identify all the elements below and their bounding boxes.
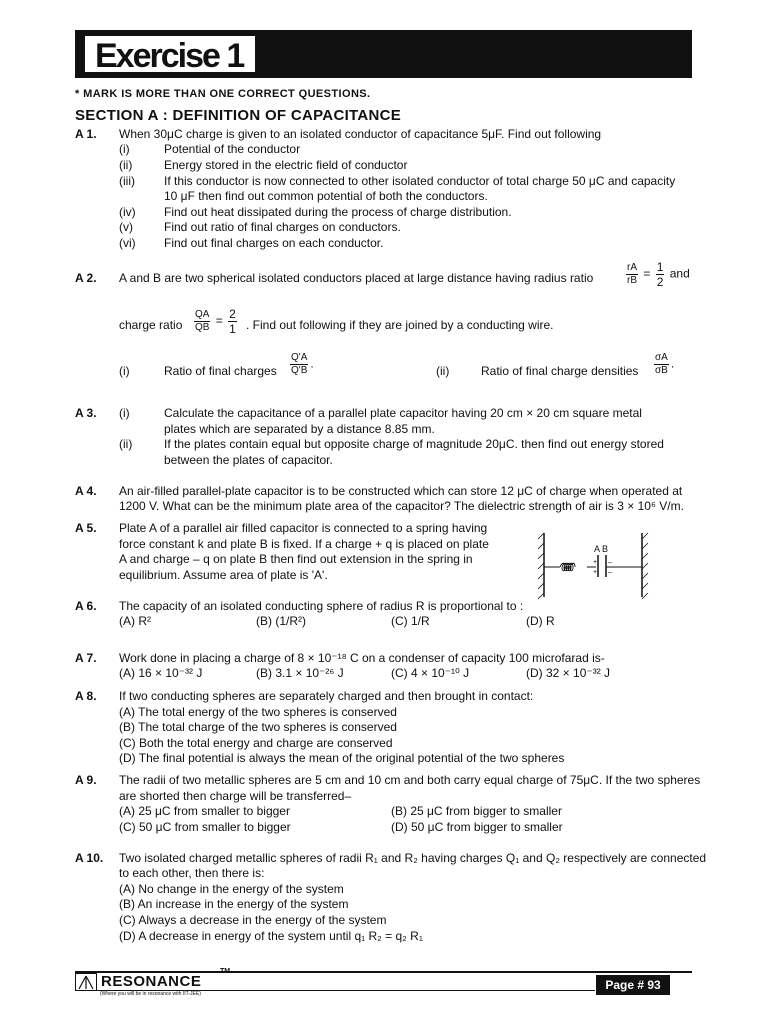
question-text: to each other, then there is:	[119, 866, 265, 880]
option: (D) A decrease in energy of the system until q₁ R₂ = q₂ R₁	[119, 929, 423, 943]
question-text: . Find out following if they are joined by a conducting wire.	[246, 318, 554, 332]
logo-mark-drawing	[76, 974, 96, 990]
exercise-title-box	[83, 34, 257, 74]
charge-density-ratio: $\frac{\sigma A}{\sigma B}$ .	[655, 352, 675, 376]
minus-sign: –	[608, 569, 612, 576]
list-item: between the plates of capacitor.	[164, 453, 333, 467]
option: (D) 50 μC from bigger to smaller	[391, 820, 563, 834]
question-text: When 30μC charge is given to an isolated conductor of capacitance 5μF. Find out following	[119, 127, 602, 141]
fraction-value: $\frac{2}{1}$	[229, 307, 236, 336]
resonance-logo-icon	[75, 973, 97, 991]
list-label: (vi)	[119, 236, 136, 250]
option: (A) R²	[119, 614, 151, 628]
question-text: 1200 V. What can be the minimum plate area of the capacitor? The dielectric strength of air is 3 × 10⁶ V/m.	[119, 499, 684, 513]
question-number: A 7.	[75, 651, 97, 665]
list-label: (ii)	[436, 364, 450, 378]
question-number: A 10.	[75, 851, 104, 865]
fraction-symbolic: $\frac{QA}{QB}$	[195, 309, 210, 333]
logo-text: RESONANCE	[101, 973, 202, 990]
question-text: charge ratio	[119, 318, 183, 332]
option: (B) 3.1 × 10⁻²⁶ J	[256, 666, 344, 680]
exercise-title: Exercise 1	[95, 37, 244, 75]
final-charge-ratio: $\frac{Q'A}{Q'B}$ .	[291, 352, 314, 376]
plus-sign: +	[593, 559, 598, 566]
option: (B) (1/R²)	[256, 614, 306, 628]
option: (A) 16 × 10⁻³² J	[119, 666, 203, 680]
option: (C) Always a decrease in the energy of the system	[119, 913, 387, 927]
list-label: (ii)	[119, 437, 133, 451]
option: (C) 50 μC from smaller to bigger	[119, 820, 291, 834]
radius-ratio: $\frac{rA}{rB}$ = $\frac{1}{2}$ and	[627, 260, 690, 289]
question-number: A 8.	[75, 689, 97, 703]
list-label: (iii)	[119, 174, 135, 188]
list-label: (i)	[119, 142, 130, 156]
question-number: A 2.	[75, 271, 97, 285]
option: (A) 25 μC from smaller to bigger	[119, 804, 290, 818]
question-text: A and B are two spherical isolated conductors placed at large distance having radius ratio	[119, 271, 594, 285]
question-text: equilibrium. Assume area of plate is 'A'.	[119, 568, 328, 582]
question-text: force constant k and plate B is fixed. If a charge + q is placed on plate	[119, 537, 489, 551]
question-number: A 9.	[75, 773, 97, 787]
question-number: A 6.	[75, 599, 97, 613]
list-item: Find out ratio of final charges on conductors.	[164, 220, 401, 234]
spring-capacitor-figure	[536, 529, 658, 601]
option: (B) 25 μC from bigger to smaller	[391, 804, 562, 818]
question-number: A 3.	[75, 406, 97, 420]
charge-ratio: $\frac{QA}{QB}$ = $\frac{2}{1}$	[195, 307, 236, 336]
option: (D) 32 × 10⁻³² J	[526, 666, 611, 680]
option: (B) The total charge of the two spheres is conserved	[119, 720, 397, 734]
spring	[544, 563, 596, 571]
fraction-symbolic: $\frac{\sigma A}{\sigma B}$	[655, 352, 668, 376]
question-number: A 4.	[75, 484, 97, 498]
list-item: 10 μF then find out common potential of both the conductors.	[164, 189, 488, 203]
list-item: plates which are separated by a distance 8.85 mm.	[164, 422, 435, 436]
page-number: Page # 93	[596, 975, 670, 995]
footer-underline	[75, 990, 595, 991]
list-item: Find out heat dissipated during the process of charge distribution.	[164, 205, 512, 219]
option: (A) No change in the energy of the system	[119, 882, 344, 896]
list-label: (i)	[119, 406, 130, 420]
question-text: An air-filled parallel-plate capacitor is to be constructed which can store 12 μC of charge when operated at	[119, 484, 683, 498]
list-item: Energy stored in the electric field of conductor	[164, 158, 408, 172]
question-number: A 5.	[75, 521, 97, 535]
option: (C) Both the total energy and charge are conserved	[119, 736, 393, 750]
note-text: * MARK IS MORE THAN ONE CORRECT QUESTIONS.	[75, 88, 371, 100]
list-item: If this conductor is now connected to other isolated conductor of total charge 50 μC and capacity	[164, 174, 676, 188]
exercise-banner	[75, 30, 692, 78]
option: (A) The total energy of the two spheres is conserved	[119, 705, 397, 719]
section-heading: SECTION A : DEFINITION OF CAPACITANCE	[75, 107, 402, 124]
capacitor-plates	[593, 544, 642, 577]
question-text: Plate A of a parallel air filled capacitor is connected to a spring having	[119, 521, 488, 535]
list-item: Find out final charges on each conductor.	[164, 236, 384, 250]
left-wall	[538, 533, 544, 599]
list-item: Potential of the conductor	[164, 142, 301, 156]
plate-labels: A B	[594, 544, 609, 554]
trademark: TM	[220, 968, 231, 975]
question-text: If two conducting spheres are separately charged and then brought in contact:	[119, 689, 534, 703]
question-text: The radii of two metallic spheres are 5 cm and 10 cm and both carry equal charge of 75μC. If the two spheres	[119, 773, 701, 787]
plus-sign: +	[593, 569, 598, 576]
list-item: Calculate the capacitance of a parallel plate capacitor having 20 cm × 20 cm square metal	[164, 406, 642, 420]
option: (D) R	[526, 614, 555, 628]
list-item: If the plates contain equal but opposite charge of magnitude 20μC. then find out energy stored	[164, 437, 664, 451]
question-text: Two isolated charged metallic spheres of radii R₁ and R₂ having charges Q₁ and Q₂ respectively are connected	[119, 851, 707, 865]
question-text: A and charge – q on plate B then find out extension in the spring in	[119, 552, 473, 566]
question-text: are shorted then charge will be transferred–	[119, 789, 352, 803]
question-number: A 1.	[75, 127, 97, 141]
fraction-symbolic: $\frac{rA}{rB}$	[627, 262, 637, 286]
footer-logo	[75, 973, 201, 991]
fraction-value: $\frac{1}{2}$	[656, 260, 664, 289]
option: (B) An increase in the energy of the system	[119, 897, 349, 911]
list-label: (i)	[119, 364, 130, 378]
option: (D) The final potential is always the mean of the original potential of the two spheres	[119, 751, 565, 765]
minus-sign: –	[608, 559, 612, 566]
list-label: (iv)	[119, 205, 136, 219]
fraction-symbolic: $\frac{Q'A}{Q'B}$	[291, 352, 308, 376]
list-label: (v)	[119, 220, 133, 234]
question-text: Work done in placing a charge of 8 × 10⁻¹⁸ C on a condenser of capacity 100 microfarad is-	[119, 651, 605, 665]
question-text: The capacity of an isolated conducting sphere of radius R is proportional to :	[119, 599, 524, 613]
right-wall	[642, 533, 648, 599]
list-label: (ii)	[119, 158, 133, 172]
option: (C) 1/R	[391, 614, 430, 628]
option: (C) 4 × 10⁻¹⁰ J	[391, 666, 470, 680]
list-item: Ratio of final charge densities	[481, 364, 639, 378]
tagline: (Where you will be in resonance with IIT-JEE)	[100, 991, 201, 997]
list-item: Ratio of final charges	[164, 364, 277, 378]
